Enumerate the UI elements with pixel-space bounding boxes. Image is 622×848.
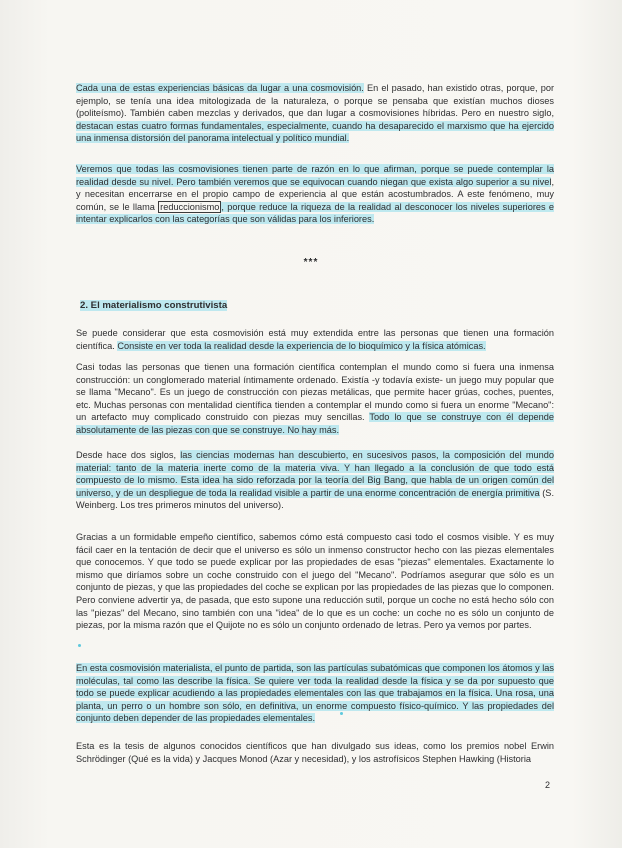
boxed-term: reduccionismo [160,201,220,212]
paragraph-text: Esta es la tesis de algunos conocidos científicos que han divulgado sus ideas, como los premios nobel Erwin Schrödinger (Qué es la vida) y Jacques Monod (Azar y necesidad), y los astrofísicos Stephen Hawking (Historia [76,741,554,764]
highlighter-dot [340,712,343,715]
highlight: , porque reduce la riqueza de la realidad al desconocer los niveles superiores e intentar explicarlos con las categorías que son válidas para los inferiores. [76,201,554,225]
highlight: Cada una de estas experiencias básicas da lugar a una cosmovisión. [76,83,364,93]
highlight: Veremos que todas las cosmovisiones tienen parte de razón en lo que afirman, porque se puede contemplar la realidad desde su nivel. Pero también veremos que se equivocan cuando niegan que exista algo superior a su nivel [76,164,554,187]
highlight: Consiste en ver toda la realidad desde la experiencia de lo bioquímico y la física atómicas. [117,340,486,351]
paragraph-text: Casi todas las personas que tienen una formación científica contemplan el mundo como si fuera una inmensa construcción: un conglomerado material íntimamente ordenado. Existía -y todavía existe- un juego muy popular que se llama "Mecano". Es un juego de construcción con piezas metálicas, que permite hacer grúas, coches, puentes, etc. Muchas personas con mentalidad científica tienden a contemplar el mundo como si fuera un enorme "Mecano": un artefacto muy complicado construido con piezas muy sencillas. [76,362,554,423]
paragraph-cosmovisiones [76,82,554,145]
paragraph-empeno-cientifico [76,531,554,632]
paragraph-intro-materialismo [76,327,554,352]
paragraph-text: , y necesitan encerrarse en el propio campo de experiencia al que están acostumbrados. A este fenómeno, muy común, se le llama [76,176,554,212]
paragraph-reduccionismo [76,163,554,226]
paragraph-particulas [76,662,554,725]
section-separator: *** [303,257,319,268]
page-number: 2 [544,780,550,790]
highlight: En esta cosmovisión materialista, el punto de partida, son las partículas subatómicas que componen los átomos y las moléculas, tal como las describe la física. Se quiere ver toda la realidad desde la física y se da por supuesto que todo se puede explicar acudiendo a las propiedades elementales con las que trabajamos en la física. Una rosa, una planta, un perro o un hombre son sólo, en definitiva, un enorme compuesto físico-químico. Y las propiedades del conjunto deben depender de las propiedades elementales. [76,663,554,724]
paragraph-ciencias-modernas [76,449,554,512]
paragraph-text: Gracias a un formidable empeño científico, sabemos cómo está compuesto casi todo el cosmos visible. Y es muy fácil caer en la tentación de decir que el universo es sólo un inmenso constructor hecho con las piezas elementales que conocemos. Y que todo se puede explicar por las propiedades de esas "piezas" elementales. Exactamente lo mismo que diríamos sobre un coche construido con el juego del "Mecano". Podríamos asegurar que sólo es un conjunto de piezas, y que las propiedades del coche se explican por las propiedades de las piezas que lo componen. Pero conviene advertir ya, de pasada, que esto supone una reducción sutil, porque un coche no está hecho sólo con las "piezas" del Mecano, sino también con una "idea" de lo que es un coche: un coche no es sólo un conjunto de piezas, por la misma razón que el Quijote no es sólo un conjunto ordenado de letras. Pero ya vemos por partes. [76,532,554,631]
paragraph-text: (S. Weinberg. Los tres primeros minutos del universo). [76,487,554,511]
section-heading [80,300,227,311]
highlight: destacan estas cuatro formas fundamentales, especialmente, cuando ha desaparecido el marxismo que ha ejercido una inmensa distorsión del panorama intelectual y político mundial. [76,120,554,144]
paragraph-text: En el pasado, han existido otras, porque, por ejemplo, se tenía una idea mitologizada de la naturaleza, o porque se pensaba que existían muchos dioses (politeísmo). También caben mezclas y derivados, que dan lugar a cosmovisiones híbridas. Pero en nuestro siglo, [76,83,555,119]
paragraph-cientificos [76,740,554,765]
paragraph-mecano [76,361,554,437]
heading-text: 2. El materialismo construtivista [80,300,228,311]
highlight: Todo lo que se construye con él depende absolutamente de las piezas con que se construye. No hay más. [76,412,554,435]
highlighter-dot [78,644,81,647]
paragraph-text: Se puede considerar que esta cosmovisión está muy extendida entre las personas que tienen una formación científica. [76,328,554,351]
highlight: las ciencias modernas han descubierto, en sucesivos pasos, la composición del mundo material: tanto de la materia inerte como de la materia viva. Y han llegado a la conclusión de que todo está compuesto de lo mismo. Esta idea ha sido reforzada por la teoría del Big Bang, que habla de un origen común del universo, y de un despliegue de toda la realidad visible a partir de una enorme concentración de energía primitiva [76,450,554,498]
paragraph-text: Desde hace dos siglos, [76,450,181,460]
